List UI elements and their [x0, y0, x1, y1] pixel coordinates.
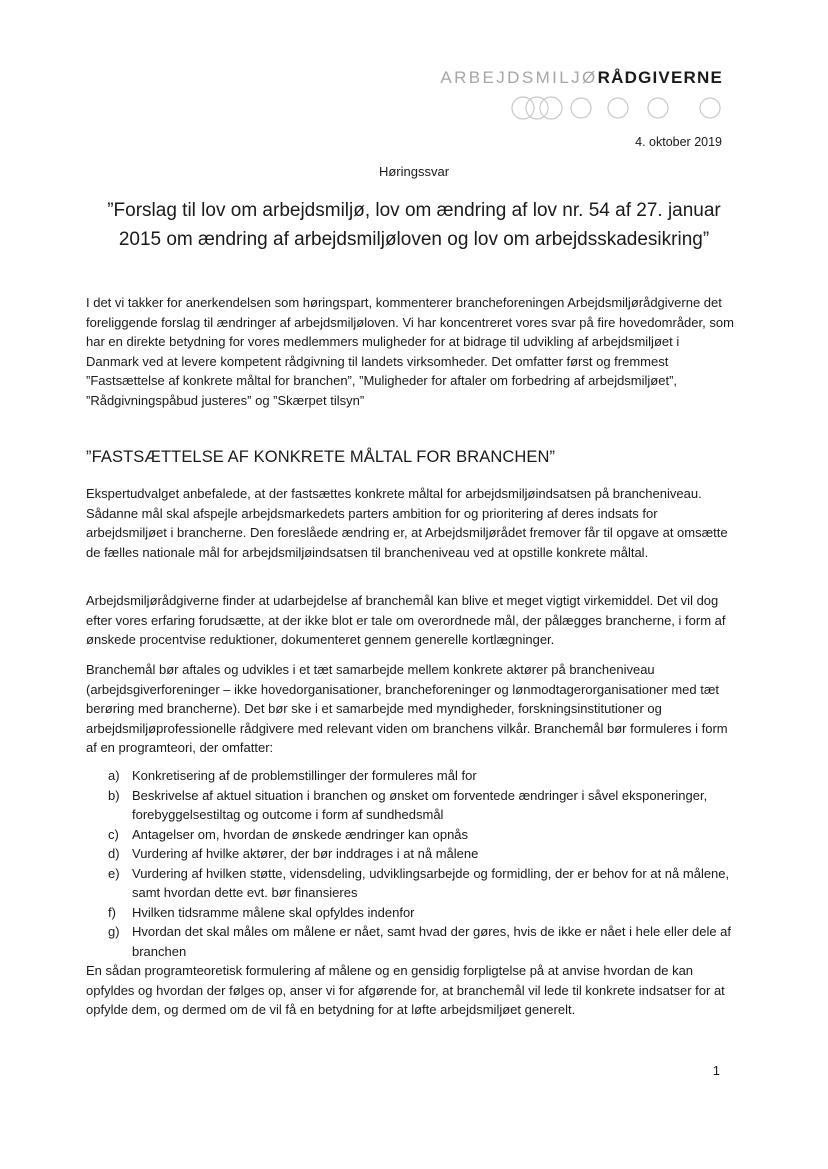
list-item [86, 766, 734, 786]
title-line-1: ”Forslag til lov om arbejdsmiljø, lov om ændring af lov nr. 54 af 27. januar [107, 200, 721, 221]
list-item-text: Hvilken tidsramme målene skal opfyldes indenfor [132, 904, 415, 920]
list-item [86, 864, 734, 903]
list-marker: g) [108, 924, 120, 939]
list-item-text: Vurdering af hvilke aktører, der bør inddrages i at nå målene [132, 846, 479, 861]
list-marker: b) [108, 787, 120, 803]
list-marker: f) [108, 904, 116, 920]
list-item [86, 903, 734, 923]
logo-circles-icon [511, 95, 723, 121]
document-kind: Høringssvar [378, 164, 450, 179]
list-item [86, 844, 734, 864]
body-paragraph-1: Ekspertudvalget anbefalede, at der fastsættes konkrete måltal for arbejdsmiljøindsatsen på brancheniveau. Sådanne mål skal afspejle arbejdsmarkedets parters ambition for og prioritering af deres indsats for arbejdsmiljøet i brancherne. Den foreslåede ændring er, at Arbejdsmiljørådet fremover får til opgave at omsætte de fælles nationale mål for arbejdsmiljøindsatsen til brancheniveau ved at opstille konkrete måltal. [86, 486, 728, 560]
page-number: 1 [712, 1063, 720, 1078]
criteria-list [86, 766, 734, 961]
list-marker: a) [108, 768, 120, 783]
document-date: 4. oktober 2019 [635, 135, 722, 149]
list-item [86, 825, 734, 845]
list-item [86, 786, 734, 825]
intro-paragraph: I det vi takker for anerkendelsen som høringspart, kommenterer brancheforeningen Arbejdsmiljørådgiverne det foreliggende forslag til ændringer af arbejdsmiljøloven. Vi har koncentreret vores svar på fire hovedområder, som har en direkte betydning for vores medlemmers muligheder for at bidrage til udvikling af arbejdsmiljøet i Danmark ved at levere kompetent rådgivning til landets virksomheder. Det omfatter først og fremmest ”Fastsættelse af konkrete måltal for branchen”, ”Muligheder for aftaler om forbedring af arbejdsmiljøet”, ”Rådgivningspåbud justeres” og ”Skærpet tilsyn” [86, 295, 734, 408]
body-paragraph-3: Branchemål bør aftales og udvikles i et tæt samarbejde mellem konkrete aktører på brancheniveau (arbejdsgiverforeninger – ikke hovedorganisationer, brancheforeninger og lønmodtagerorganisationer med tæt berøring med brancherne). Det bør ske i et samarbejde med myndigheder, forskningsinstitutioner og arbejdsmiljøprofessionelle rådgivere med relevant viden om branchens vilkår. Branchemål bør formuleres i form af en programteori, der omfatter: [86, 662, 728, 755]
list-item-text: Antagelser om, hvordan de ønskede ændringer kan opnås [132, 826, 469, 842]
logo-wordmark [440, 68, 723, 88]
body-paragraph-4: En sådan programteoretisk formulering af målene og en gensidig forpligtelse på at anvise hvordan de kan opfyldes og hvordan der følges op, anser vi for afgørende for, at branchemål vil lede til konkrete indsatser for at opfylde dem, og dermed om de vil få en betydning for at løfte arbejdsmiljøet generelt. [86, 963, 725, 1017]
title-line-2: 2015 om ændring af arbejdsmiljøloven og lov om arbejdsskadesikring” [118, 229, 710, 250]
logo-text-light: ARBEJDSMILJØ [440, 68, 598, 87]
list-item-text: Beskrivelse af aktuel situation i branchen og ønsket om forventede ændringer i såvel eksponeringer, forebyggelsestiltag og outcome i form af sundhedsmål [132, 787, 708, 822]
list-marker: e) [108, 865, 120, 881]
logo-text-bold: RÅDGIVERNE [597, 68, 723, 87]
list-item-text: Konkretisering af de problemstillinger der formuleres mål for [132, 768, 477, 783]
list-item-text: Hvordan det skal måles om målene er nået, samt hvad der gøres, hvis de ikke er nået i hele eller dele af branchen [132, 924, 732, 959]
list-item-text: Vurdering af hvilken støtte, vidensdeling, udviklingsarbejde og formidling, der er behov for at nå målene, samt hvordan dette evt. bør finansieres [132, 865, 730, 900]
list-marker: c) [108, 826, 119, 842]
section-heading: ”FASTSÆTTELSE AF KONKRETE MÅLTAL FOR BRANCHEN” [86, 448, 556, 466]
list-item [86, 922, 734, 961]
list-marker: d) [108, 846, 120, 861]
document-title [70, 196, 758, 254]
company-logo [440, 68, 723, 121]
body-paragraph-2: Arbejdsmiljørådgiverne finder at udarbejdelse af branchemål kan blive et meget vigtigt virkemiddel. Det vil dog efter vores erfaring forudsætte, at der ikke blot er tale om overordnede mål, der pålægges brancherne, i form af ønskede procentvise reduktioner, dokumenteret gennem generelle kortlægninger. [86, 593, 726, 647]
